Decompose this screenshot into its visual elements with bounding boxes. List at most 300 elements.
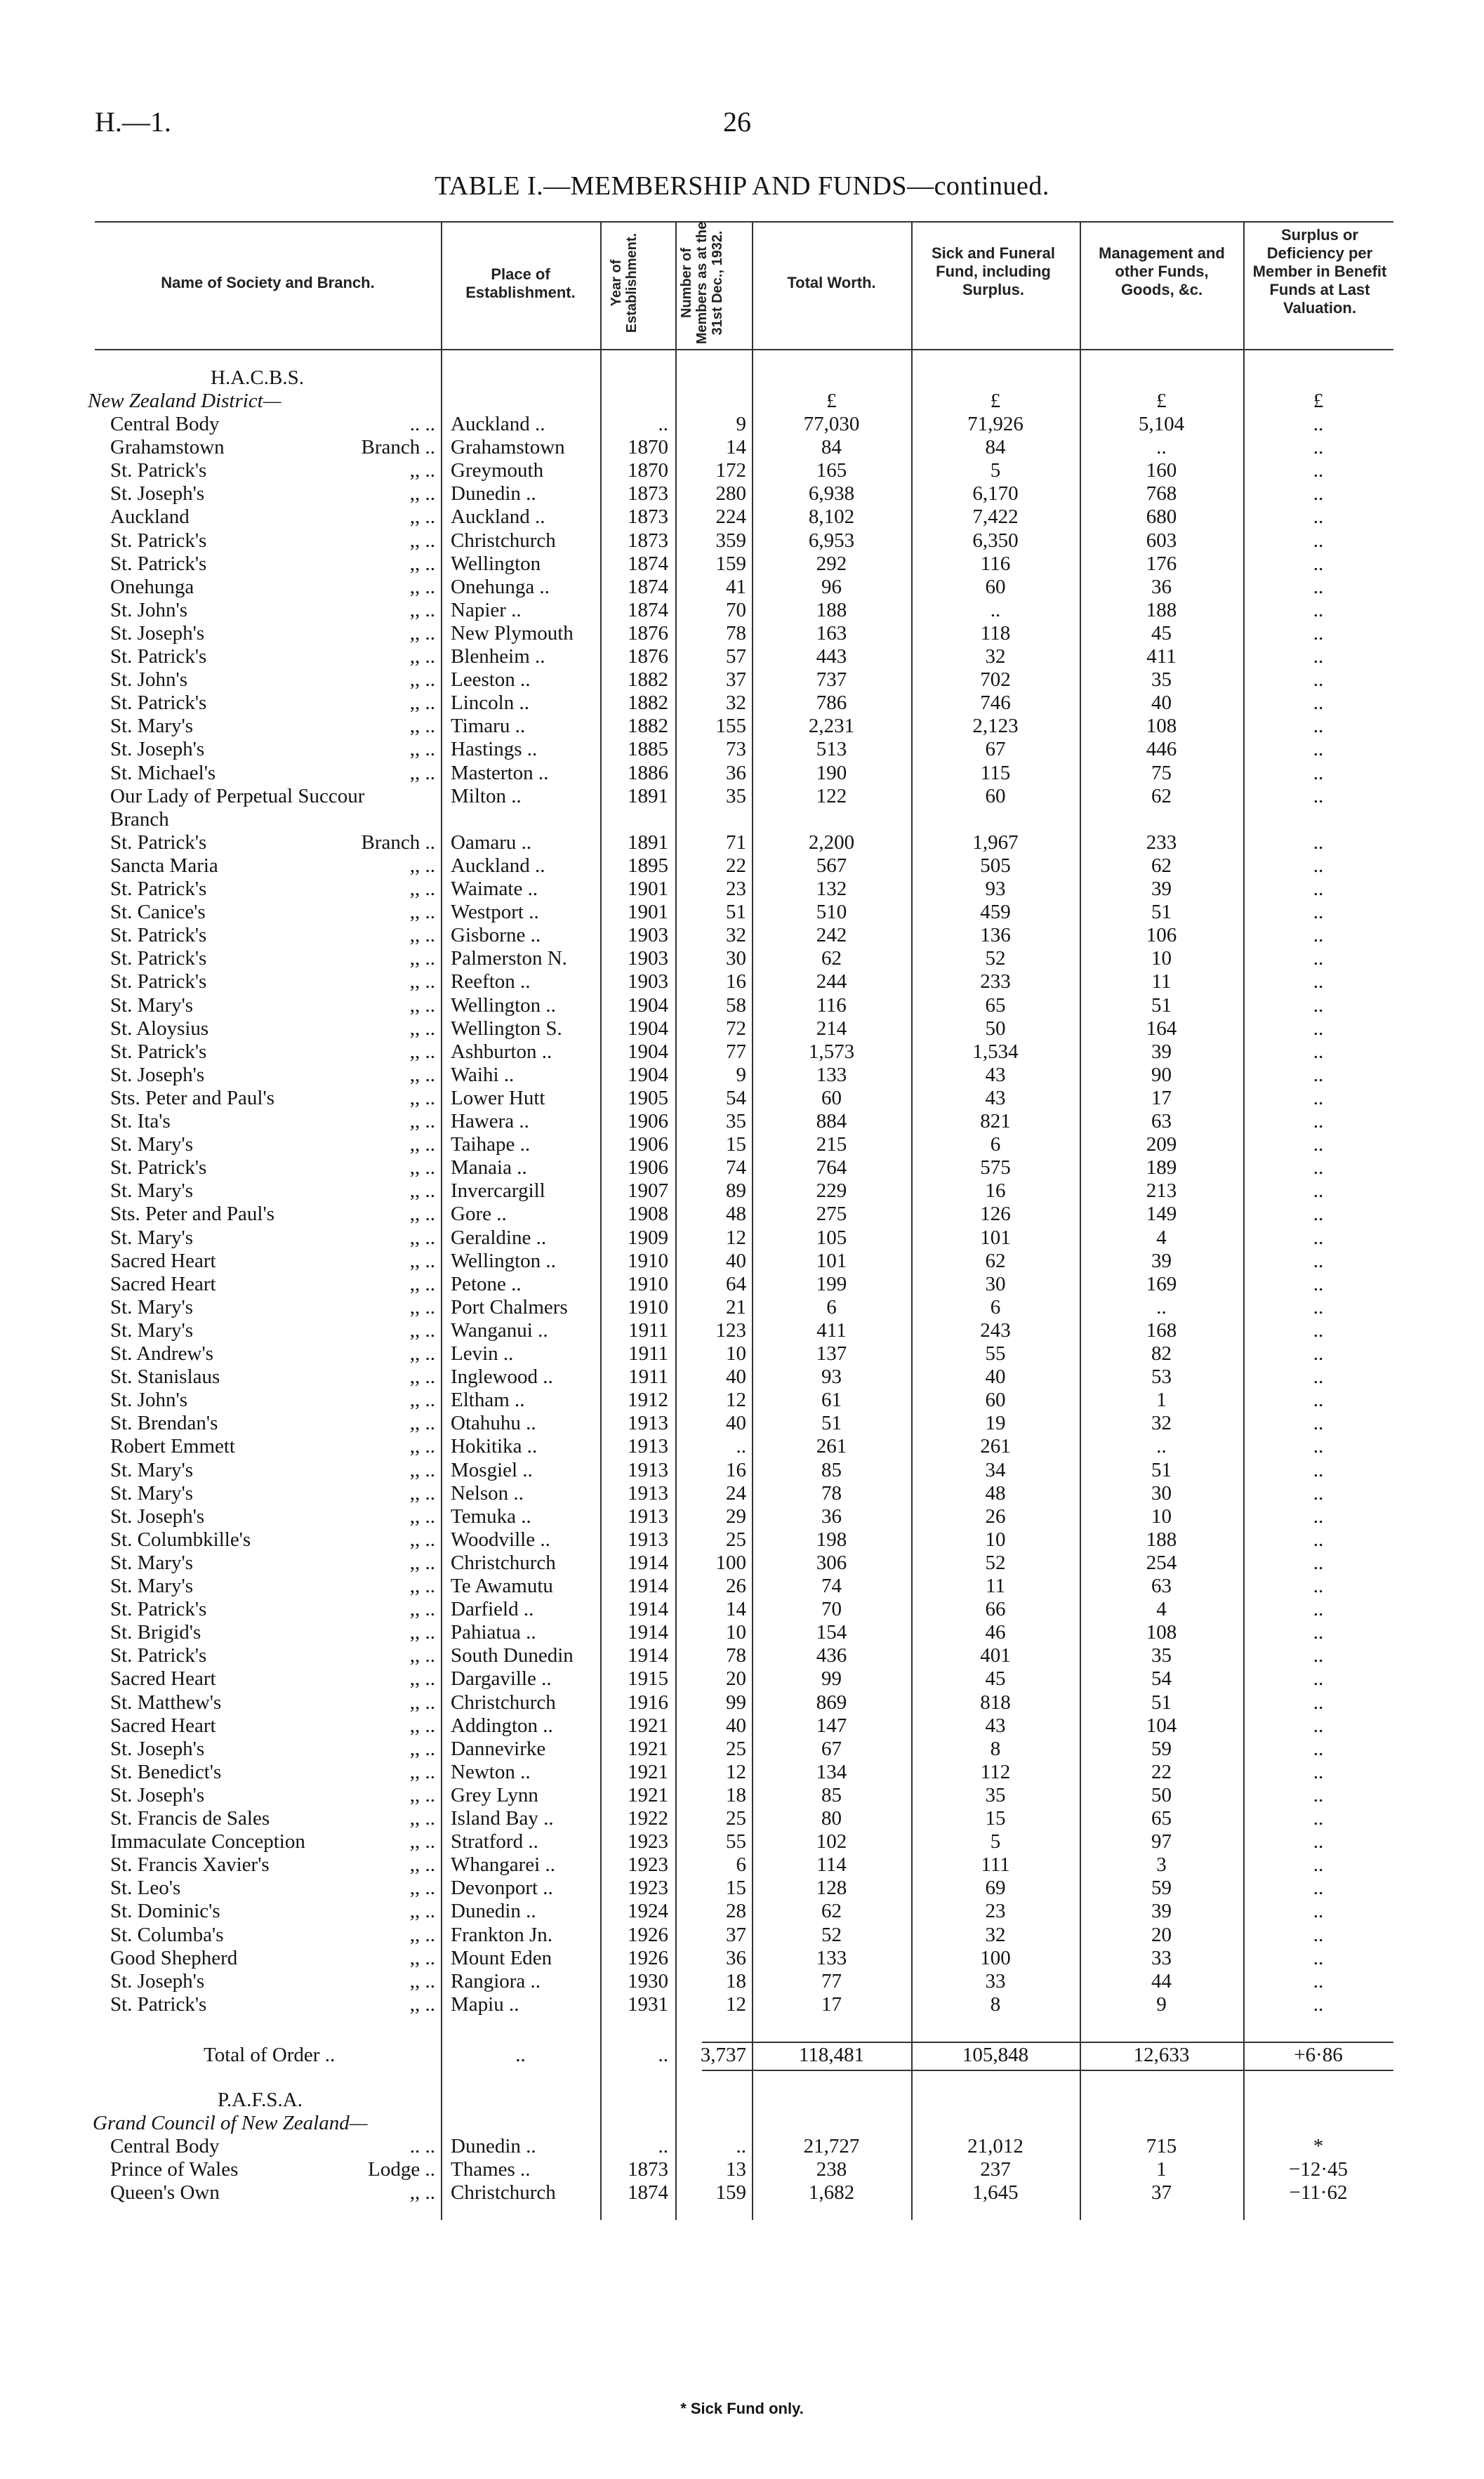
row-suffix: ,, .. xyxy=(409,1528,435,1551)
row-mgmt: 149 xyxy=(1146,1203,1177,1226)
col-head-name: Name of Society and Branch. xyxy=(161,274,375,291)
row-members: 99 xyxy=(726,1691,746,1714)
row-suffix: ,, .. xyxy=(409,1272,435,1295)
row-year: 1905 xyxy=(628,1086,668,1109)
row-place: Devonport .. xyxy=(451,1877,553,1900)
row-members: 89 xyxy=(726,1179,746,1203)
row-worth: 869 xyxy=(816,1691,847,1714)
row-year: 1913 xyxy=(628,1458,668,1481)
row-surplus: .. xyxy=(1313,1760,1324,1783)
row-worth: 17 xyxy=(821,1992,842,2016)
row-mgmt: .. xyxy=(1156,1435,1167,1458)
row2-place: Thames .. xyxy=(451,2158,531,2181)
row-mgmt: 51 xyxy=(1151,993,1172,1017)
row-suffix: ,, .. xyxy=(409,575,435,598)
row-worth: 85 xyxy=(821,1458,842,1481)
row-members: 15 xyxy=(726,1877,746,1900)
row-surplus: .. xyxy=(1313,1528,1324,1551)
row-year: 1911 xyxy=(628,1318,668,1342)
row-suffix: ,, .. xyxy=(409,1133,435,1156)
row-mgmt: 603 xyxy=(1146,529,1177,552)
row-members: 32 xyxy=(726,692,746,715)
row-name: St. Leo's xyxy=(110,1877,181,1900)
row-members: 15 xyxy=(726,1133,746,1156)
row-worth: 8,102 xyxy=(808,505,855,529)
row-place: Ashburton .. xyxy=(451,1040,552,1063)
row-surplus: .. xyxy=(1313,1644,1324,1667)
row-name: Sancta Maria xyxy=(110,854,218,877)
row-worth: 199 xyxy=(816,1272,847,1295)
row-surplus: .. xyxy=(1313,436,1324,459)
row-suffix: ,, .. xyxy=(409,1714,435,1737)
row-sick: 84 xyxy=(985,436,1006,459)
row-place: Napier .. xyxy=(451,598,522,621)
currency-mgmt: £ xyxy=(1156,390,1167,412)
row-name: St. Francis Xavier's xyxy=(110,1853,270,1877)
row-sick: 62 xyxy=(985,1249,1006,1272)
row-year: 1882 xyxy=(628,692,668,715)
total-mgmt: 12,633 xyxy=(1133,2044,1190,2066)
row-place: Dannevirke xyxy=(451,1737,546,1760)
row-surplus: .. xyxy=(1313,854,1324,877)
row-surplus: .. xyxy=(1313,459,1324,482)
row-name: St. Patrick's xyxy=(110,1992,207,2016)
col-head-sick: Sick and Funeral Fund, including Surplus. xyxy=(931,244,1056,298)
row-year: 1914 xyxy=(628,1621,668,1644)
row-worth: 884 xyxy=(816,1110,847,1132)
row-sick: 261 xyxy=(980,1435,1011,1458)
row-place: Port Chalmers xyxy=(451,1295,568,1318)
row-sick: 66 xyxy=(985,1598,1006,1621)
row-sick: 746 xyxy=(980,692,1011,715)
row2-name: Prince of Wales xyxy=(110,2158,239,2181)
row-sick: 7,422 xyxy=(972,505,1019,529)
row-surplus: .. xyxy=(1313,1389,1324,1412)
row-sick: 702 xyxy=(980,668,1011,692)
row-name: St. Brendan's xyxy=(110,1412,218,1435)
row-worth: 85 xyxy=(821,1783,842,1806)
row-year: 1906 xyxy=(628,1110,668,1132)
row-worth: 84 xyxy=(821,436,842,459)
row-suffix: ,, .. xyxy=(409,1760,435,1783)
row-suffix: ,, .. xyxy=(409,1110,435,1132)
row-mgmt: 411 xyxy=(1146,645,1177,668)
row-worth: 61 xyxy=(821,1389,842,1412)
row-mgmt: 36 xyxy=(1151,575,1172,598)
row-worth: 133 xyxy=(816,1063,847,1086)
row-worth: 567 xyxy=(816,854,847,877)
row-suffix: ,, .. xyxy=(409,1366,435,1389)
row-suffix: ,, .. xyxy=(409,1877,435,1900)
row-year: 1906 xyxy=(628,1133,668,1156)
row-sick: 8 xyxy=(990,1992,1001,2016)
row-members: 35 xyxy=(726,1110,746,1132)
row-surplus: .. xyxy=(1313,715,1324,738)
row-mgmt: .. xyxy=(1156,1295,1167,1318)
row2-suffix: Lodge .. xyxy=(368,2158,435,2181)
society-heading-2: P.A.F.S.A. xyxy=(218,2089,303,2111)
row-year: 1922 xyxy=(628,1807,668,1830)
row-mgmt: 169 xyxy=(1146,1272,1177,1295)
row-name: Central Body xyxy=(110,413,220,435)
row-place: Leeston .. xyxy=(451,668,531,692)
row2-year: 1873 xyxy=(628,2158,668,2181)
row-sick: 60 xyxy=(985,1389,1006,1412)
row-surplus: .. xyxy=(1313,1807,1324,1830)
row-place: Mosgiel .. xyxy=(451,1458,533,1481)
row2-worth: 1,682 xyxy=(808,2181,855,2204)
row-suffix: ,, .. xyxy=(409,1551,435,1574)
row-suffix: ,, .. xyxy=(409,1900,435,1923)
row-worth: 51 xyxy=(821,1412,842,1435)
row-name: St. Joseph's xyxy=(110,621,205,644)
row-place: Christchurch xyxy=(451,1551,556,1574)
row-sick: 1,967 xyxy=(972,831,1019,854)
row-surplus: .. xyxy=(1313,993,1324,1017)
header-bottom-rule xyxy=(95,349,1393,350)
row-surplus: .. xyxy=(1313,575,1324,598)
row-sick: 30 xyxy=(985,1272,1006,1295)
row-suffix: ,, .. xyxy=(409,901,435,924)
row-name: St. Mary's xyxy=(110,1551,194,1574)
row-place: Frankton Jn. xyxy=(451,1923,552,1946)
row-mgmt: 168 xyxy=(1146,1318,1177,1342)
row-sick: 6 xyxy=(990,1133,1001,1156)
row-mgmt: 188 xyxy=(1146,1528,1177,1551)
row-place: Eltham .. xyxy=(451,1389,525,1412)
row-worth: 188 xyxy=(816,598,847,621)
row-name: Immaculate Conception xyxy=(110,1830,305,1853)
row-suffix: ,, .. xyxy=(409,621,435,644)
row-name: St. Patrick's xyxy=(110,645,207,668)
row-worth: 74 xyxy=(821,1575,842,1597)
row-year: 1914 xyxy=(628,1598,668,1621)
row-surplus: .. xyxy=(1313,1877,1324,1900)
row-name: St. Mary's xyxy=(110,1575,194,1597)
row-name: St. Patrick's xyxy=(110,878,207,900)
row-worth: 198 xyxy=(816,1528,847,1551)
row-worth: 137 xyxy=(816,1342,847,1365)
row-mgmt: 254 xyxy=(1146,1551,1177,1574)
row-surplus: .. xyxy=(1313,598,1324,621)
row-worth: 80 xyxy=(821,1807,842,1830)
row-sick: 1,534 xyxy=(972,1040,1019,1063)
row-worth: 105 xyxy=(816,1226,847,1249)
row-mgmt: 213 xyxy=(1146,1179,1177,1203)
row-year: 1882 xyxy=(628,715,668,738)
row-suffix: ,, .. xyxy=(409,1086,435,1109)
row-suffix: ,, .. xyxy=(409,1946,435,1969)
row-surplus: .. xyxy=(1313,878,1324,900)
row-year: 1921 xyxy=(628,1737,668,1760)
row-sick: 32 xyxy=(985,1923,1006,1946)
row-members: 58 xyxy=(726,993,746,1017)
row-members: 40 xyxy=(726,1249,746,1272)
row-name: St. John's xyxy=(110,668,187,692)
row-year: 1921 xyxy=(628,1783,668,1806)
row-suffix: ,, .. xyxy=(409,1203,435,1226)
row-members: 159 xyxy=(715,552,746,575)
row-suffix: ,, .. xyxy=(409,1295,435,1318)
row-year: 1882 xyxy=(628,668,668,692)
row-sick: 821 xyxy=(980,1110,1011,1132)
total-members: 3,737 xyxy=(700,2044,746,2066)
row-place: Oamaru .. xyxy=(451,831,532,854)
row-surplus: .. xyxy=(1313,1551,1324,1574)
row-mgmt: 65 xyxy=(1151,1807,1172,1830)
page-number: 26 xyxy=(723,106,751,138)
row-members: 22 xyxy=(726,854,746,877)
row-name: St. Aloysius xyxy=(110,1017,209,1040)
row-year: 1904 xyxy=(628,993,668,1017)
row-mgmt: 51 xyxy=(1151,1458,1172,1481)
row-suffix: ,, .. xyxy=(409,924,435,947)
row-worth: 165 xyxy=(816,459,847,482)
row-suffix: ,, .. xyxy=(409,1389,435,1412)
row-name: St. Patrick's xyxy=(110,1040,207,1063)
row-name: St. Patrick's xyxy=(110,552,207,575)
row-mgmt: 62 xyxy=(1151,854,1172,877)
row-worth: 244 xyxy=(816,970,847,993)
row-year: 1921 xyxy=(628,1714,668,1737)
row-suffix: ,, .. xyxy=(409,1435,435,1458)
col-head-members: Number of Members as at the 31st Dec., 1932. xyxy=(679,221,725,345)
row-surplus: .. xyxy=(1313,413,1324,435)
row-year: 1923 xyxy=(628,1853,668,1877)
row-surplus: .. xyxy=(1313,1667,1324,1691)
row-place: Hawera .. xyxy=(451,1110,529,1132)
row-suffix: ,, .. xyxy=(409,1830,435,1853)
row-surplus: .. xyxy=(1313,1481,1324,1505)
row-suffix: ,, .. xyxy=(409,1318,435,1342)
row-suffix: ,, .. xyxy=(409,1481,435,1505)
row-suffix: .. .. xyxy=(409,413,435,435)
row-members: 28 xyxy=(726,1900,746,1923)
row-surplus: .. xyxy=(1313,505,1324,529)
row2-members: .. xyxy=(736,2135,746,2157)
row-place: Gore .. xyxy=(451,1203,507,1226)
row-surplus: .. xyxy=(1313,1830,1324,1853)
row-suffix: ,, .. xyxy=(409,1017,435,1040)
row-mgmt: 44 xyxy=(1151,1969,1172,1992)
row-sick: 112 xyxy=(980,1760,1011,1783)
row-sick: 40 xyxy=(985,1366,1006,1389)
footnote: * Sick Fund only. xyxy=(680,2400,804,2417)
row-place: Christchurch xyxy=(451,529,556,552)
row-surplus: .. xyxy=(1313,1272,1324,1295)
row-sick: 16 xyxy=(985,1179,1006,1203)
row-surplus: .. xyxy=(1313,1249,1324,1272)
row-surplus: .. xyxy=(1313,1691,1324,1714)
row-members: 30 xyxy=(726,947,746,970)
row-place: Timaru .. xyxy=(451,715,526,738)
row-name: St. Francis de Sales xyxy=(110,1807,270,1830)
page-ref: H.—1. xyxy=(95,106,171,138)
row-surplus: .. xyxy=(1313,482,1324,505)
row-mgmt: 4 xyxy=(1156,1598,1167,1621)
row-worth: 154 xyxy=(816,1621,847,1644)
row-year: 1923 xyxy=(628,1877,668,1900)
row-members: 12 xyxy=(726,1992,746,2016)
total-sick: 105,848 xyxy=(962,2044,1029,2066)
row-place: Te Awamutu xyxy=(451,1575,553,1597)
row-year: 1876 xyxy=(628,645,668,668)
row-surplus: .. xyxy=(1313,1946,1324,1969)
row-sick: 52 xyxy=(985,947,1006,970)
row-surplus: .. xyxy=(1313,1900,1324,1923)
row-members: 26 xyxy=(726,1575,746,1597)
row-year: 1903 xyxy=(628,947,668,970)
row-year: 1913 xyxy=(628,1412,668,1435)
row-mgmt: 17 xyxy=(1151,1086,1172,1109)
row-year: 1891 xyxy=(628,831,668,854)
row-name: Sacred Heart xyxy=(110,1714,216,1737)
row-place: Dunedin .. xyxy=(451,1900,536,1923)
header-top-rule xyxy=(95,221,1393,223)
row-surplus: .. xyxy=(1313,738,1324,761)
row-year: 1913 xyxy=(628,1505,668,1528)
row-year: 1913 xyxy=(628,1435,668,1458)
row-mgmt: 680 xyxy=(1146,505,1177,529)
row-mgmt: 446 xyxy=(1146,738,1177,761)
row-year: 1886 xyxy=(628,761,668,784)
row-suffix: ,, .. xyxy=(409,552,435,575)
row-mgmt: 51 xyxy=(1151,901,1172,924)
row-members: 16 xyxy=(726,1458,746,1481)
row-mgmt: 30 xyxy=(1151,1481,1172,1505)
row-name: St. Dominic's xyxy=(110,1900,220,1923)
district-heading-2: Grand Council of New Zealand— xyxy=(93,2112,368,2134)
row-suffix: ,, .. xyxy=(409,459,435,482)
row-mgmt: 39 xyxy=(1151,1249,1172,1272)
row2-name: Central Body xyxy=(110,2135,220,2157)
row-sick: 6,170 xyxy=(972,482,1019,505)
row-worth: 101 xyxy=(816,1249,847,1272)
total-top-rule xyxy=(702,2042,1393,2043)
row-name: St. Joseph's xyxy=(110,738,205,761)
row-worth: 147 xyxy=(816,1714,847,1737)
row-mgmt: 188 xyxy=(1146,598,1177,621)
row-name: Grahamstown xyxy=(110,436,225,459)
row-suffix: Branch .. xyxy=(361,436,435,459)
row-year: .. xyxy=(658,413,668,435)
row-place: Hokitika .. xyxy=(451,1435,538,1458)
row-surplus: .. xyxy=(1313,529,1324,552)
row-sick: 243 xyxy=(980,1318,1011,1342)
row-year: 1870 xyxy=(628,459,668,482)
row-surplus: .. xyxy=(1313,1853,1324,1877)
row-sick: 5 xyxy=(990,1830,1001,1853)
row-place: Stratford .. xyxy=(451,1830,538,1853)
row-mgmt: 176 xyxy=(1146,552,1177,575)
row-place: Lower Hutt xyxy=(451,1086,545,1109)
row-members: 54 xyxy=(726,1086,746,1109)
row-mgmt: 11 xyxy=(1151,970,1172,993)
row-mgmt: 108 xyxy=(1146,1621,1177,1644)
row2-suffix: ,, .. xyxy=(409,2181,435,2204)
row-sick: 8 xyxy=(990,1737,1001,1760)
col-head-year: Year of Establishment. xyxy=(609,232,640,333)
row-worth: 163 xyxy=(816,621,847,644)
row-name: St. Mary's xyxy=(110,1295,194,1318)
row-surplus: .. xyxy=(1313,761,1324,784)
row-worth: 786 xyxy=(816,692,847,715)
row-name: Sacred Heart xyxy=(110,1249,216,1272)
currency-worth: £ xyxy=(826,390,837,412)
row-suffix: ,, .. xyxy=(409,1783,435,1806)
row-mgmt: 35 xyxy=(1151,668,1172,692)
row-suffix: ,, .. xyxy=(409,1156,435,1179)
row2-surplus: * xyxy=(1313,2135,1324,2157)
row-place: South Dunedin xyxy=(451,1644,574,1667)
row-mgmt: 50 xyxy=(1151,1783,1172,1806)
total-year: .. xyxy=(658,2044,668,2066)
row-worth: 96 xyxy=(821,575,842,598)
row-sick: 65 xyxy=(985,993,1006,1017)
row-suffix: ,, .. xyxy=(409,1342,435,1365)
row-sick: 459 xyxy=(980,901,1011,924)
row-name: St. Patrick's xyxy=(110,924,207,947)
row-worth: 242 xyxy=(816,924,847,947)
row-place: Waimate .. xyxy=(451,878,538,900)
row-mgmt: 54 xyxy=(1151,1667,1172,1691)
row-place: Addington .. xyxy=(451,1714,553,1737)
row-suffix: ,, .. xyxy=(409,1505,435,1528)
row-members: 359 xyxy=(715,529,746,552)
row-year: 1931 xyxy=(628,1992,668,2016)
row-mgmt: 39 xyxy=(1151,1040,1172,1063)
row-place: Geraldine .. xyxy=(451,1226,547,1249)
row-surplus: .. xyxy=(1313,1179,1324,1203)
row-surplus: .. xyxy=(1313,1923,1324,1946)
row-year: 1911 xyxy=(628,1342,668,1365)
row-members: 18 xyxy=(726,1969,746,1992)
row-mgmt: 10 xyxy=(1151,1505,1172,1528)
row-worth: 70 xyxy=(821,1598,842,1621)
row-sick: 818 xyxy=(980,1691,1011,1714)
row-suffix: ,, .. xyxy=(409,1923,435,1946)
row-name: Robert Emmett xyxy=(110,1435,235,1458)
row-mgmt: 233 xyxy=(1146,831,1177,854)
row-worth: 292 xyxy=(816,552,847,575)
row-year: 1885 xyxy=(628,738,668,761)
row-suffix: ,, .. xyxy=(409,1853,435,1877)
row-members: 20 xyxy=(726,1667,746,1691)
row-sick: 233 xyxy=(980,970,1011,993)
row-year: 1870 xyxy=(628,436,668,459)
row-name: St. John's xyxy=(110,598,187,621)
row-name: St. Patrick's xyxy=(110,529,207,552)
row-worth: 102 xyxy=(816,1830,847,1853)
row-worth: 1,573 xyxy=(808,1040,855,1063)
row-members: 23 xyxy=(726,878,746,900)
row-sick: 100 xyxy=(980,1946,1011,1969)
row-suffix: ,, .. xyxy=(409,854,435,877)
total-bottom-rule xyxy=(702,2070,1393,2071)
row-name: St. Ita's xyxy=(110,1110,171,1132)
row-members: 224 xyxy=(715,505,746,529)
row-name: St. Joseph's xyxy=(110,1505,205,1528)
row-year: 1930 xyxy=(628,1969,668,1992)
row-place: Auckland .. xyxy=(451,505,545,529)
row-place: Dargaville .. xyxy=(451,1667,552,1691)
row-surplus: .. xyxy=(1313,1505,1324,1528)
row-sick: 93 xyxy=(985,878,1006,900)
row2-place: Christchurch xyxy=(451,2181,556,2204)
row-surplus: .. xyxy=(1313,924,1324,947)
row-name: St. Patrick's xyxy=(110,831,207,854)
row-worth: 78 xyxy=(821,1481,842,1505)
